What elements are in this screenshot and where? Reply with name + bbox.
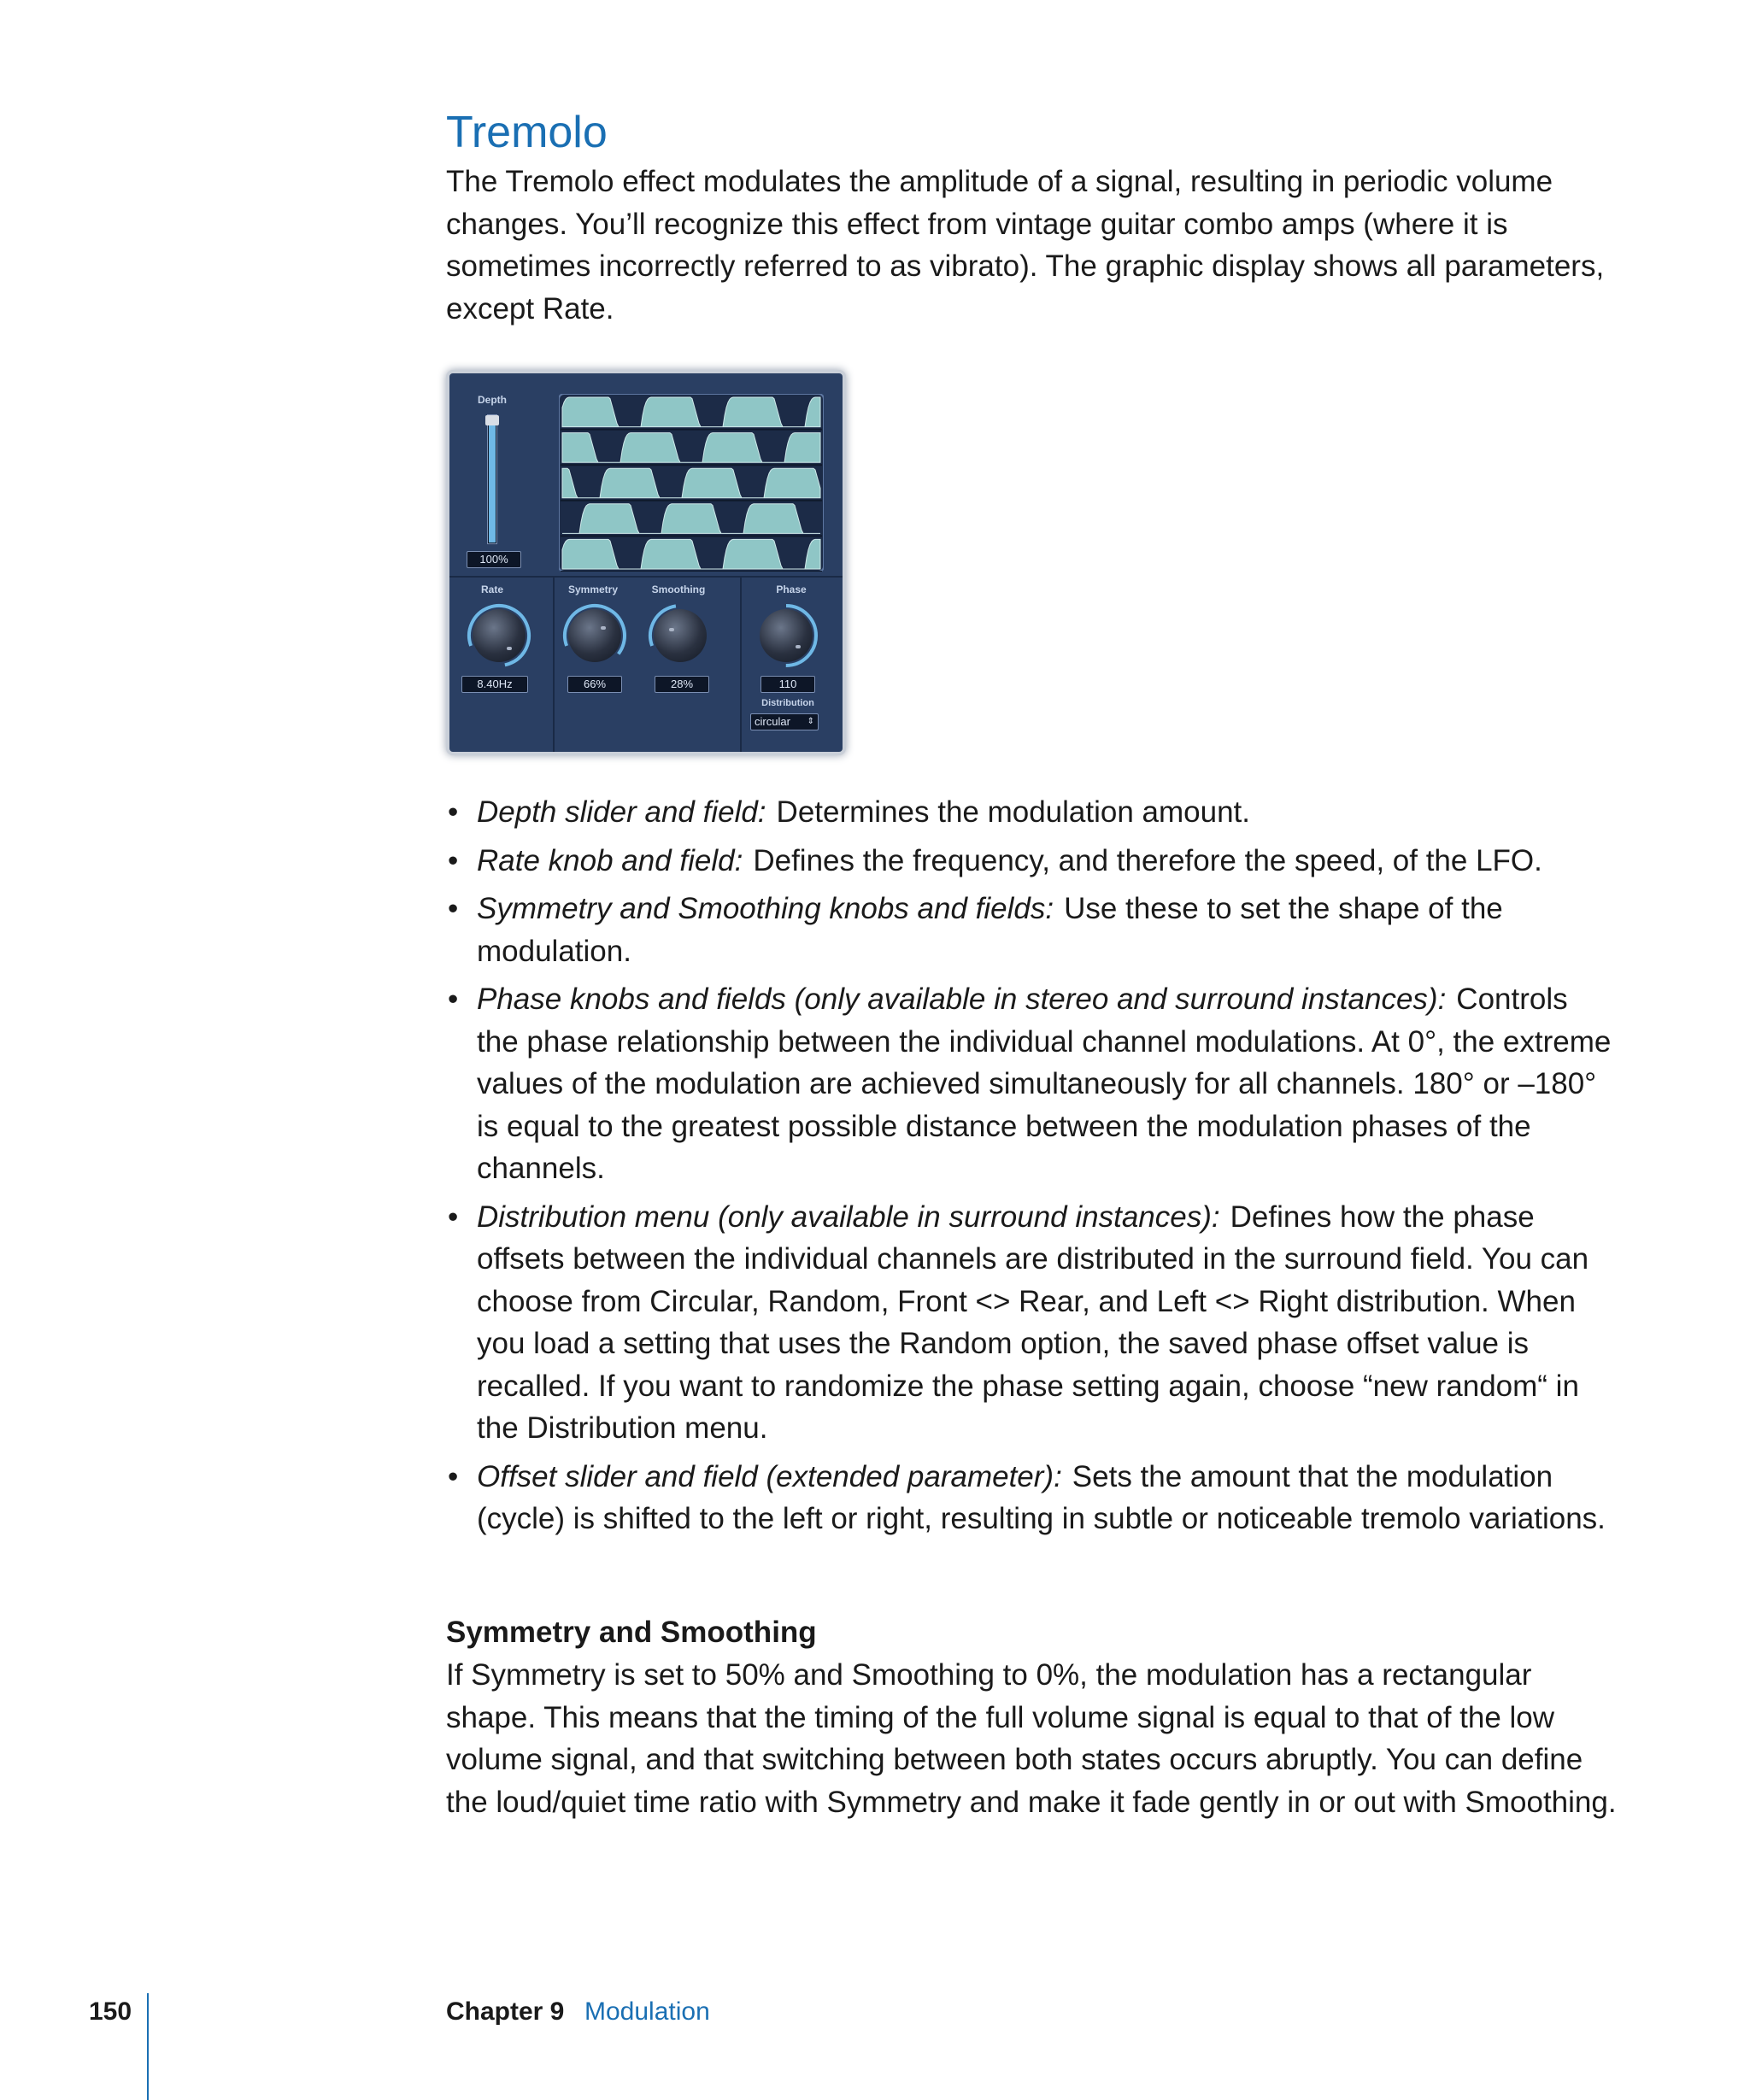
chapter-label: Chapter 9: [446, 1997, 565, 2026]
smoothing-knob-indicator: [669, 628, 674, 631]
phase-field[interactable]: 110: [760, 676, 815, 693]
depth-slider-handle[interactable]: [485, 415, 499, 425]
smoothing-knob-ring: [647, 602, 714, 669]
parameter-list: [446, 791, 1617, 1546]
list-item-text: Determines the modulation amount.: [776, 795, 1251, 829]
depth-field[interactable]: 100%: [467, 551, 521, 568]
footer-rule: [147, 1993, 149, 2100]
list-item: [446, 978, 1617, 1190]
phase-label: Phase: [776, 584, 807, 595]
list-item-term: Rate knob and field:: [477, 843, 743, 877]
phase-knob[interactable]: [760, 609, 813, 662]
list-item-text: Defines the frequency, and therefore the speed, of the LFO.: [753, 843, 1542, 877]
list-item: [446, 1456, 1617, 1540]
subheading: Symmetry and Smoothing: [446, 1616, 817, 1649]
rate-knob-indicator: [507, 647, 512, 650]
symmetry-label: Symmetry: [567, 584, 619, 595]
symmetry-field[interactable]: 66%: [567, 676, 622, 693]
symmetry-knob[interactable]: [568, 609, 621, 662]
list-item: [446, 791, 1617, 834]
list-item-term: Offset slider and field (extended parameter):: [477, 1459, 1062, 1493]
waveform-lane: [562, 504, 820, 534]
smoothing-field[interactable]: 28%: [655, 676, 709, 693]
depth-label: Depth: [478, 394, 507, 406]
list-item-text: Defines how the phase offsets between the individual channels are distributed in the surround field. You can choose from Circular, Random, Front <> Rear, and Left <> Right distribution. When you load a setting that uses the Random option, the saved phase offset value is recalled. If you want to randomize the phase setting again, choose “new random“ in the Distribution menu.: [477, 1200, 1589, 1445]
page-number: 150: [89, 1997, 132, 2026]
plugin-divider-right: [740, 576, 742, 752]
distribution-label: Distribution: [761, 698, 814, 708]
tremolo-plugin-window: [449, 373, 843, 752]
rate-knob[interactable]: [473, 609, 526, 662]
waveform-display: [559, 394, 824, 572]
rate-label: Rate: [480, 584, 503, 595]
rate-field[interactable]: 8.40Hz: [461, 676, 528, 693]
symmetry-knob-ring: [561, 602, 628, 669]
outro-paragraph: If Symmetry is set to 50% and Smoothing to 0%, the modulation has a rectangular shape. This means that the timing of the full volume signal is equal to that of the low volume signal, and that switching between both states occurs abruptly. You can define the loud/quiet time ratio with Symmetry and make it fade gently in or out with Smoothing.: [446, 1658, 1617, 1819]
list-item-term: Phase knobs and fields (only available in stereo and surround instances):: [477, 983, 1447, 1016]
list-item-term: Depth slider and field:: [477, 795, 766, 829]
smoothing-knob[interactable]: [654, 609, 707, 662]
section-title: Tremolo: [446, 108, 608, 157]
chapter-name-link[interactable]: Modulation: [584, 1997, 710, 2026]
list-item-term: Symmetry and Smoothing knobs and fields:: [477, 892, 1054, 925]
list-item: [446, 1196, 1617, 1450]
smoothing-label: Smoothing: [651, 584, 706, 595]
rate-knob-ring: [466, 602, 532, 669]
updown-arrows-icon: ⇕: [807, 717, 814, 726]
distribution-menu-value: circular: [755, 715, 790, 728]
list-item-text: Sets the amount that the modulation (cycle) is shifted to the left or right, resulting in subtle or noticeable tremolo variations.: [477, 1459, 1606, 1535]
distribution-menu[interactable]: [750, 713, 819, 730]
list-item: [446, 840, 1617, 883]
phase-knob-ring: [753, 602, 819, 669]
intro-paragraph: The Tremolo effect modulates the amplitude of a signal, resulting in periodic volume changes. You’ll recognize this effect from vintage guitar combo amps (where it is sometimes incorrectly referred to as vibrato). The graphic display shows all parameters, except Rate.: [446, 165, 1605, 326]
list-item-text: Controls the phase relationship between the individual channel modulations. At 0°, the extreme values of the modulation are achieved simultaneously for all channels. 180° or –180° is equal to the greatest possible distance between the modulation phases of the channels.: [477, 983, 1612, 1185]
symmetry-knob-indicator: [601, 626, 606, 630]
plugin-divider-left: [553, 576, 555, 752]
plugin-divider-horizontal: [449, 576, 843, 578]
list-item-term: Distribution menu (only available in surround instances):: [477, 1200, 1220, 1234]
list-item: [446, 888, 1617, 972]
list-item-text: Use these to set the shape of the modulation.: [477, 892, 1503, 968]
depth-slider-fill: [489, 416, 496, 543]
phase-knob-indicator: [796, 645, 801, 648]
depth-slider[interactable]: [487, 414, 497, 544]
